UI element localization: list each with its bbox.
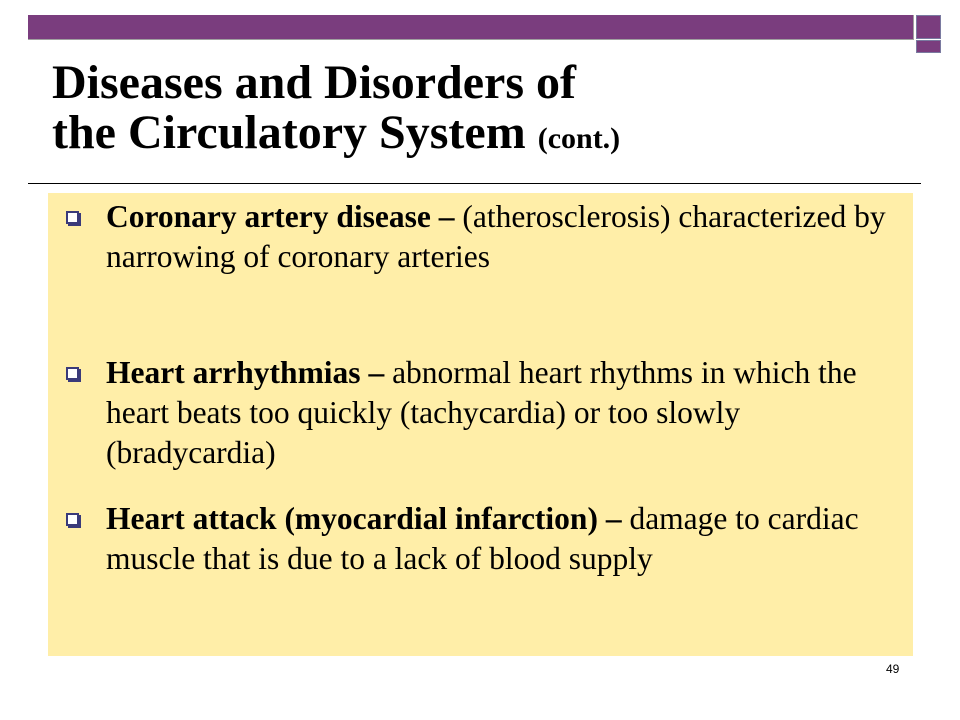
corner-decoration-top [916, 15, 941, 39]
bullet-text [106, 197, 906, 277]
square-bullet-icon [66, 367, 79, 380]
square-bullet-icon [66, 211, 79, 224]
bullet-term: Heart attack [106, 501, 277, 536]
bullet-term-extra: (myocardial infarction) [276, 501, 598, 536]
header-banner [28, 15, 914, 40]
bullet-text [106, 499, 906, 579]
bullet-dash: – [430, 199, 463, 234]
page-number: 49 [886, 662, 900, 676]
bullet-dash: – [597, 501, 630, 536]
title-divider [28, 183, 921, 184]
title-suffix: (cont.) [537, 122, 621, 155]
bullet-term: Heart arrhythmias [106, 355, 361, 390]
square-bullet-icon [66, 513, 79, 526]
bullet-description: (atherosclerosis) characterized by narrowing of coronary arteries [106, 199, 886, 274]
bullet-text [106, 353, 906, 473]
content-panel [48, 193, 913, 656]
title-line-1: Diseases and Disorders of [52, 56, 576, 109]
bullet-term: Coronary artery disease [106, 199, 431, 234]
corner-decoration-bottom [916, 40, 941, 53]
slide-title [52, 58, 912, 164]
bullet-dash: – [360, 355, 393, 390]
bullet-description: abnormal heart rhythms in which the heart beats too quickly (tachycardia) or too slowly (bradycardia) [106, 355, 857, 470]
title-line-2: the Circulatory System [52, 106, 526, 159]
bullet-description: damage to cardiac muscle that is due to a lack of blood supply [106, 501, 859, 576]
